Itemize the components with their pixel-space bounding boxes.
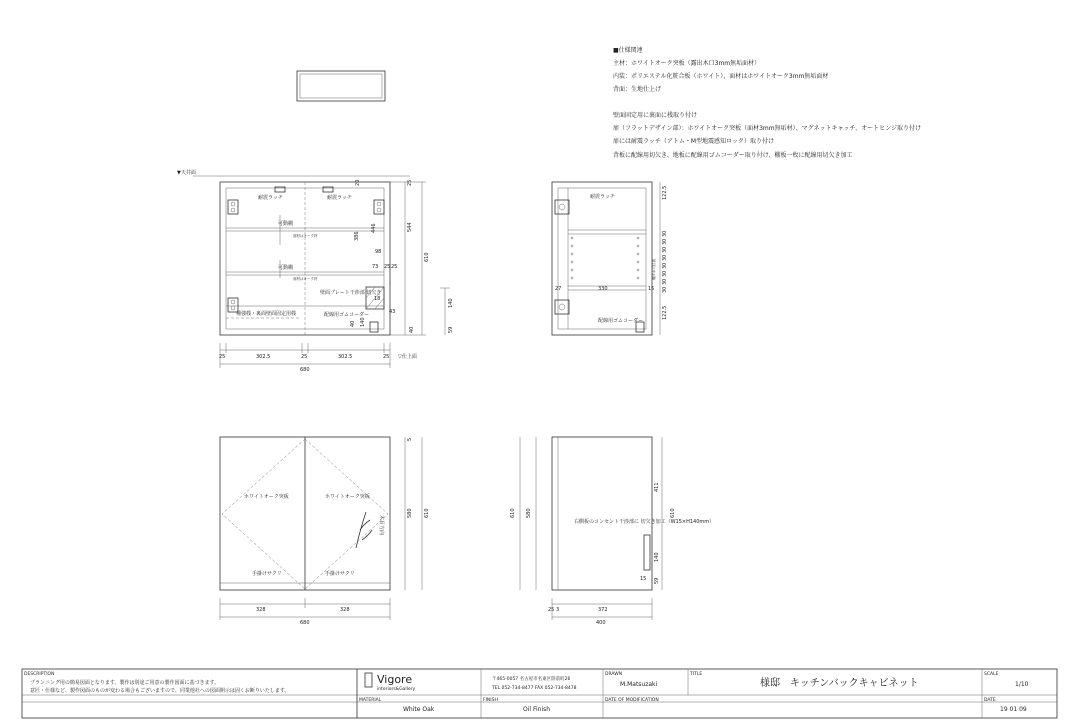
- spec-line: 扉には耐震ラッチ（アトム・M型地震感知ロック）取り付け: [613, 138, 774, 145]
- dim: 302.5: [338, 354, 353, 360]
- dim: 446: [371, 223, 377, 233]
- shelf-label: 可動棚: [278, 265, 294, 271]
- description-line: プランニング用の簡易図面となります。製作は別途ご用意の製作図面に基づきます。: [30, 680, 220, 686]
- finish-value: Oil Finish: [523, 706, 551, 713]
- dim: 680: [300, 367, 310, 373]
- dim: 73: [372, 264, 379, 270]
- dim: 30: [662, 286, 668, 293]
- scale-value: 1/10: [1015, 681, 1029, 688]
- ceiling-label: ▼天井面: [177, 170, 196, 176]
- dim: 43: [389, 309, 396, 315]
- spec-line: 背面：生地仕上げ: [613, 86, 662, 93]
- spec-line: 壁面固定用に裏面に桟取り付け: [613, 112, 698, 119]
- latch-label: 耐震ラッチ: [590, 194, 615, 200]
- hinge-icon: [555, 300, 569, 314]
- dim: 580: [407, 508, 413, 518]
- dim: 386: [354, 231, 360, 241]
- dim: 30: [662, 278, 668, 285]
- dim: 40: [350, 320, 356, 327]
- dim: 15: [648, 286, 655, 292]
- dim: 25: [384, 264, 391, 270]
- floor-label: ▽仕上面: [398, 354, 417, 360]
- title-block: [22, 669, 1057, 718]
- side-elevation-view: [510, 437, 714, 626]
- grip-label: 手掛けサクリ: [325, 571, 355, 577]
- side-section-view: [552, 182, 668, 335]
- title-label: TITLE: [690, 672, 703, 677]
- dim: 610: [670, 508, 676, 518]
- dim: 140: [448, 298, 454, 308]
- dim: 25: [391, 264, 398, 270]
- dim: 122.5: [662, 305, 668, 320]
- drawn-by: M.Matsuzaki: [620, 681, 658, 688]
- wall-plate-label: 壁面プレート干渉部 切欠き: [320, 290, 382, 296]
- dim: 25: [219, 354, 226, 360]
- shelf-pin-note: 棚ダボ穴位置: [652, 259, 656, 280]
- dim: 25: [548, 607, 555, 613]
- latch-label: 耐震ラッチ: [327, 195, 352, 201]
- shelf-edge-label: 面材はオーク材: [293, 234, 318, 238]
- address: 〒465-0057 名古屋市名東区陸前町26: [492, 677, 571, 682]
- hinge-icon: [228, 298, 238, 312]
- dim: 5: [407, 437, 413, 441]
- hinge-icon: [555, 200, 569, 214]
- description-line: 意匠・仕様など、製作図面のものが変わる場合もございますので、同業他社への図面開示は固くお断りいたします。: [30, 688, 290, 694]
- dim: 30: [662, 238, 668, 245]
- dim: 140: [654, 552, 660, 562]
- spec-line: 内装：ポリエステル化粧合板（ホワイト）、面材はホワイトオーク3mm無垢面材: [613, 73, 829, 80]
- drawing-title: 様邸 キッチンバックキャビネット: [760, 678, 919, 689]
- dim: 610: [424, 508, 430, 518]
- spec-line: 背板に配線用切欠き、地板に配線用ゴムコーダー取り付け、棚板一枚に配線用切欠き加工: [613, 152, 853, 159]
- dim: 680: [300, 620, 310, 626]
- shelf-label: 可動棚: [278, 221, 294, 227]
- dim: 27: [555, 286, 562, 292]
- front-section-view: [177, 169, 454, 373]
- dim: 25: [301, 354, 308, 360]
- description-label: DESCRIPTION: [24, 672, 55, 677]
- door-label: ホワイトオーク突板: [244, 494, 289, 500]
- brand-name: Vigore: [377, 673, 413, 686]
- latch-label: 耐震ラッチ: [258, 195, 283, 201]
- rubber-label: 配線用ゴムコーダー: [324, 312, 370, 318]
- material-label: MATERIAL: [359, 698, 382, 703]
- date-label: DATE: [984, 698, 996, 703]
- modification-label: DATE OF MODIFICATION: [605, 698, 659, 703]
- dim: 15: [640, 576, 647, 582]
- front-elevation-view: [220, 437, 430, 626]
- scale-label: SCALE: [984, 672, 999, 677]
- dim: 30: [662, 246, 668, 253]
- grain-label: 木目方向: [378, 515, 384, 536]
- dim: 372: [598, 607, 608, 613]
- spec-line: 扉（フラットデザイン部）：ホワイトオーク突板（面材3mm無垢材）、マグネットキャッチ、オートヒンジ取り付け: [613, 125, 921, 132]
- finish-label: FINISH: [483, 698, 498, 703]
- dim: 330: [598, 286, 608, 292]
- material-value: White Oak: [403, 706, 435, 713]
- dim: 30: [662, 254, 668, 261]
- outlet-cutout: [644, 535, 650, 570]
- spec-line: 主材：ホワイトオーク突板（露出木口3mm無垢面材）: [613, 60, 761, 67]
- brand-sub: interiors&Gallery: [377, 687, 416, 692]
- dim: 122.5: [662, 185, 668, 200]
- dim: 610: [510, 508, 516, 518]
- dim: 400: [596, 620, 606, 626]
- dim: 302.5: [256, 354, 271, 360]
- dim: 610: [424, 252, 430, 262]
- dim: 25: [407, 179, 413, 186]
- shelf-edge-label: 面材はオーク材: [293, 277, 318, 281]
- door-label: ホワイトオーク突板: [325, 494, 370, 500]
- dim: 18: [374, 296, 381, 302]
- shelf-pin-holes: [571, 237, 639, 279]
- wood-grain-icon: [356, 512, 372, 548]
- dim: 328: [256, 607, 266, 613]
- rubber-label: 配線用ゴムコーダー: [598, 318, 644, 324]
- dim: 580: [526, 508, 532, 518]
- dim: 30: [662, 270, 668, 277]
- dim: 411: [654, 482, 660, 492]
- dim: 98: [375, 249, 382, 255]
- spec-heading: ■仕様関連: [613, 47, 643, 54]
- dim: 3: [556, 607, 560, 613]
- dim: 328: [340, 607, 350, 613]
- rubber-grommet-icon: [370, 322, 378, 332]
- spec-notes: [613, 46, 921, 159]
- dim: 25: [383, 354, 390, 360]
- date-value: 19 01 09: [1000, 706, 1027, 713]
- dim: 59: [654, 577, 660, 584]
- dim: 544: [407, 222, 413, 232]
- hinge-icon: [228, 200, 238, 214]
- drawn-label: DRAWN: [605, 672, 623, 677]
- dim: 140: [360, 317, 366, 327]
- brand-logo-icon: [365, 673, 372, 687]
- dim: 59: [448, 326, 454, 333]
- dim: 20: [355, 179, 361, 186]
- outlet-note: 右側板のコンセント干渉部に 切欠き加工（W15×H140mm）: [574, 519, 715, 525]
- dim: 30: [662, 262, 668, 269]
- unit-label-box: [297, 71, 385, 101]
- dim: 30: [662, 230, 668, 237]
- grip-label: 手掛けサクリ: [252, 571, 282, 577]
- reinforcement-label: 補強桟・裏面壁面固定用桟: [236, 311, 297, 317]
- phone: TEL 052-734-8477 FAX 052-734-8478: [492, 686, 577, 691]
- dim: 40: [409, 326, 415, 333]
- hinge-icon: [374, 200, 384, 214]
